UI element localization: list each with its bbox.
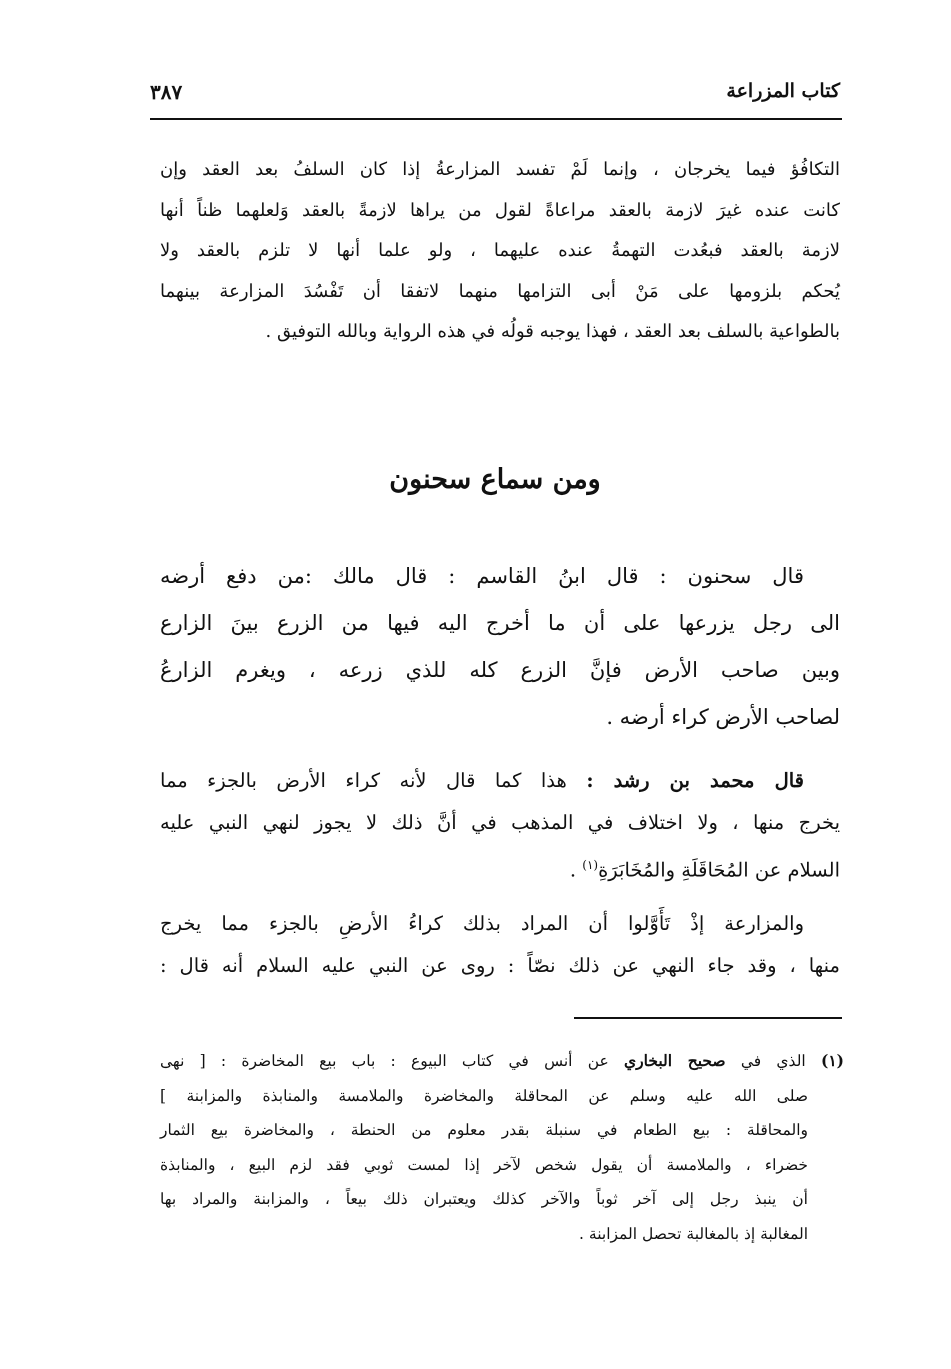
footnote-line: صلى الله عليه وسلم عن المحاقلة والمخاضرة والملامسة والمنابذة والمزابنة ] bbox=[160, 1086, 808, 1105]
text-line bbox=[160, 844, 840, 892]
paragraph-3 bbox=[160, 760, 840, 892]
footnote-line: أن ينبذ رجل إلى آخر ثوباً والآخر كذلك ويعتبران ذلك بيعاً ، والمزابنة والمراد بها bbox=[160, 1190, 808, 1208]
text-run: . bbox=[569, 858, 583, 882]
text-run: عن أنس في كتاب البيوع : باب بيع المخاضرة : [ نهى bbox=[160, 1052, 624, 1070]
footnote-rule bbox=[574, 1017, 842, 1019]
footnote bbox=[160, 1044, 844, 1251]
footnote-reference[interactable]: (١) bbox=[582, 858, 599, 872]
speaker-label: قال محمد بن رشد : bbox=[586, 769, 804, 792]
header-rule bbox=[150, 118, 842, 120]
source-title: صحيح البخاري bbox=[623, 1051, 726, 1070]
text-line: منها ، وقد جاء النهي عن ذلك نصّاً : روى عن النبي عليه السلام أنه قال : bbox=[160, 954, 840, 977]
paragraph-2 bbox=[160, 553, 840, 741]
paragraph-1 bbox=[160, 150, 840, 353]
text-line bbox=[160, 760, 840, 802]
running-title: كتاب المزراعة bbox=[726, 80, 840, 102]
text-line: كانت عنده غيرَ لازمة بالعقد مراعاةً لقول من يراها لازمةً بالعقد وَلعلهما ظناً أنها bbox=[160, 199, 840, 221]
text-line: يُحكم بلزومها على مَنْ أبى التزامها منهما لاتفقا أن تَفْسُدَ المزارعة بينهما bbox=[160, 280, 840, 302]
section-heading: ومن سماع سحنون bbox=[389, 464, 601, 495]
text-run: الذي في bbox=[725, 1052, 821, 1070]
footnote-marker: (١) bbox=[820, 1051, 844, 1070]
text-line: بالطواعية بالسلف بعد العقد ، فهذا يوجبه قولُه في هذه الرواية وبالله التوفيق . bbox=[265, 321, 840, 342]
text-line: يخرج منها ، ولا اختلاف في المذهب في أنَّ ذلك لا يجوز لنهي النبي عليه bbox=[160, 811, 840, 834]
text-run: هذا كما قال لأنه كراء الأرض بالجزء مما bbox=[160, 769, 587, 792]
footnote-line: والمحاقلة : بيع الطعام في سنبلة بقدر معلوم من الحنطة ، والمخاضرة بيع الثمار bbox=[160, 1121, 808, 1139]
footnote-line bbox=[160, 1044, 844, 1079]
paragraph-4 bbox=[160, 903, 840, 987]
text-line: التكافُؤ فيما يخرجان ، وإنما لَمْ تفسد المزارعةُ إذا كان السلفُ بعد العقد وإن bbox=[160, 159, 840, 180]
text-line: الى رجل يزرعها على أن ما أخرج اليه فيها من الزرع بينَ الزارع bbox=[160, 611, 840, 635]
footnote-line: خضراء ، والملامسة أن يقول شخص لآخر إذا لمست ثوبي فقد لزم البيع ، والمنابذة bbox=[160, 1155, 808, 1174]
footnote-line: المغالبة إذ بالمغالبة تحصل المزابنة . bbox=[579, 1224, 808, 1243]
text-line: والمزارعة إذْ تَأَوَّلوا أن المراد بذلك كراءُ الأرضِ بالجزء مما يخرج bbox=[160, 912, 804, 935]
text-line: لازمة بالعقد فبعُدت التهمةُ عنده عليهما ، ولو علما أنها لا تلزم بالعقد ولا bbox=[160, 240, 840, 261]
text-line: وبين صاحب الأرض فإنَّ الزرع كله للذي زرعه ، ويغرم الزارعُ bbox=[160, 658, 840, 682]
page-number: ٣٨٧ bbox=[150, 80, 183, 104]
text-run: السلام عن المُحَاقَلَةِ والمُخَابَرَةِ bbox=[598, 858, 840, 882]
text-line: قال سحنون : قال ابنُ القاسم : قال مالك :من دفع أرضه bbox=[160, 564, 804, 588]
text-line: لصاحب الأرض كراء أرضه . bbox=[606, 705, 840, 729]
page-header bbox=[150, 80, 840, 112]
